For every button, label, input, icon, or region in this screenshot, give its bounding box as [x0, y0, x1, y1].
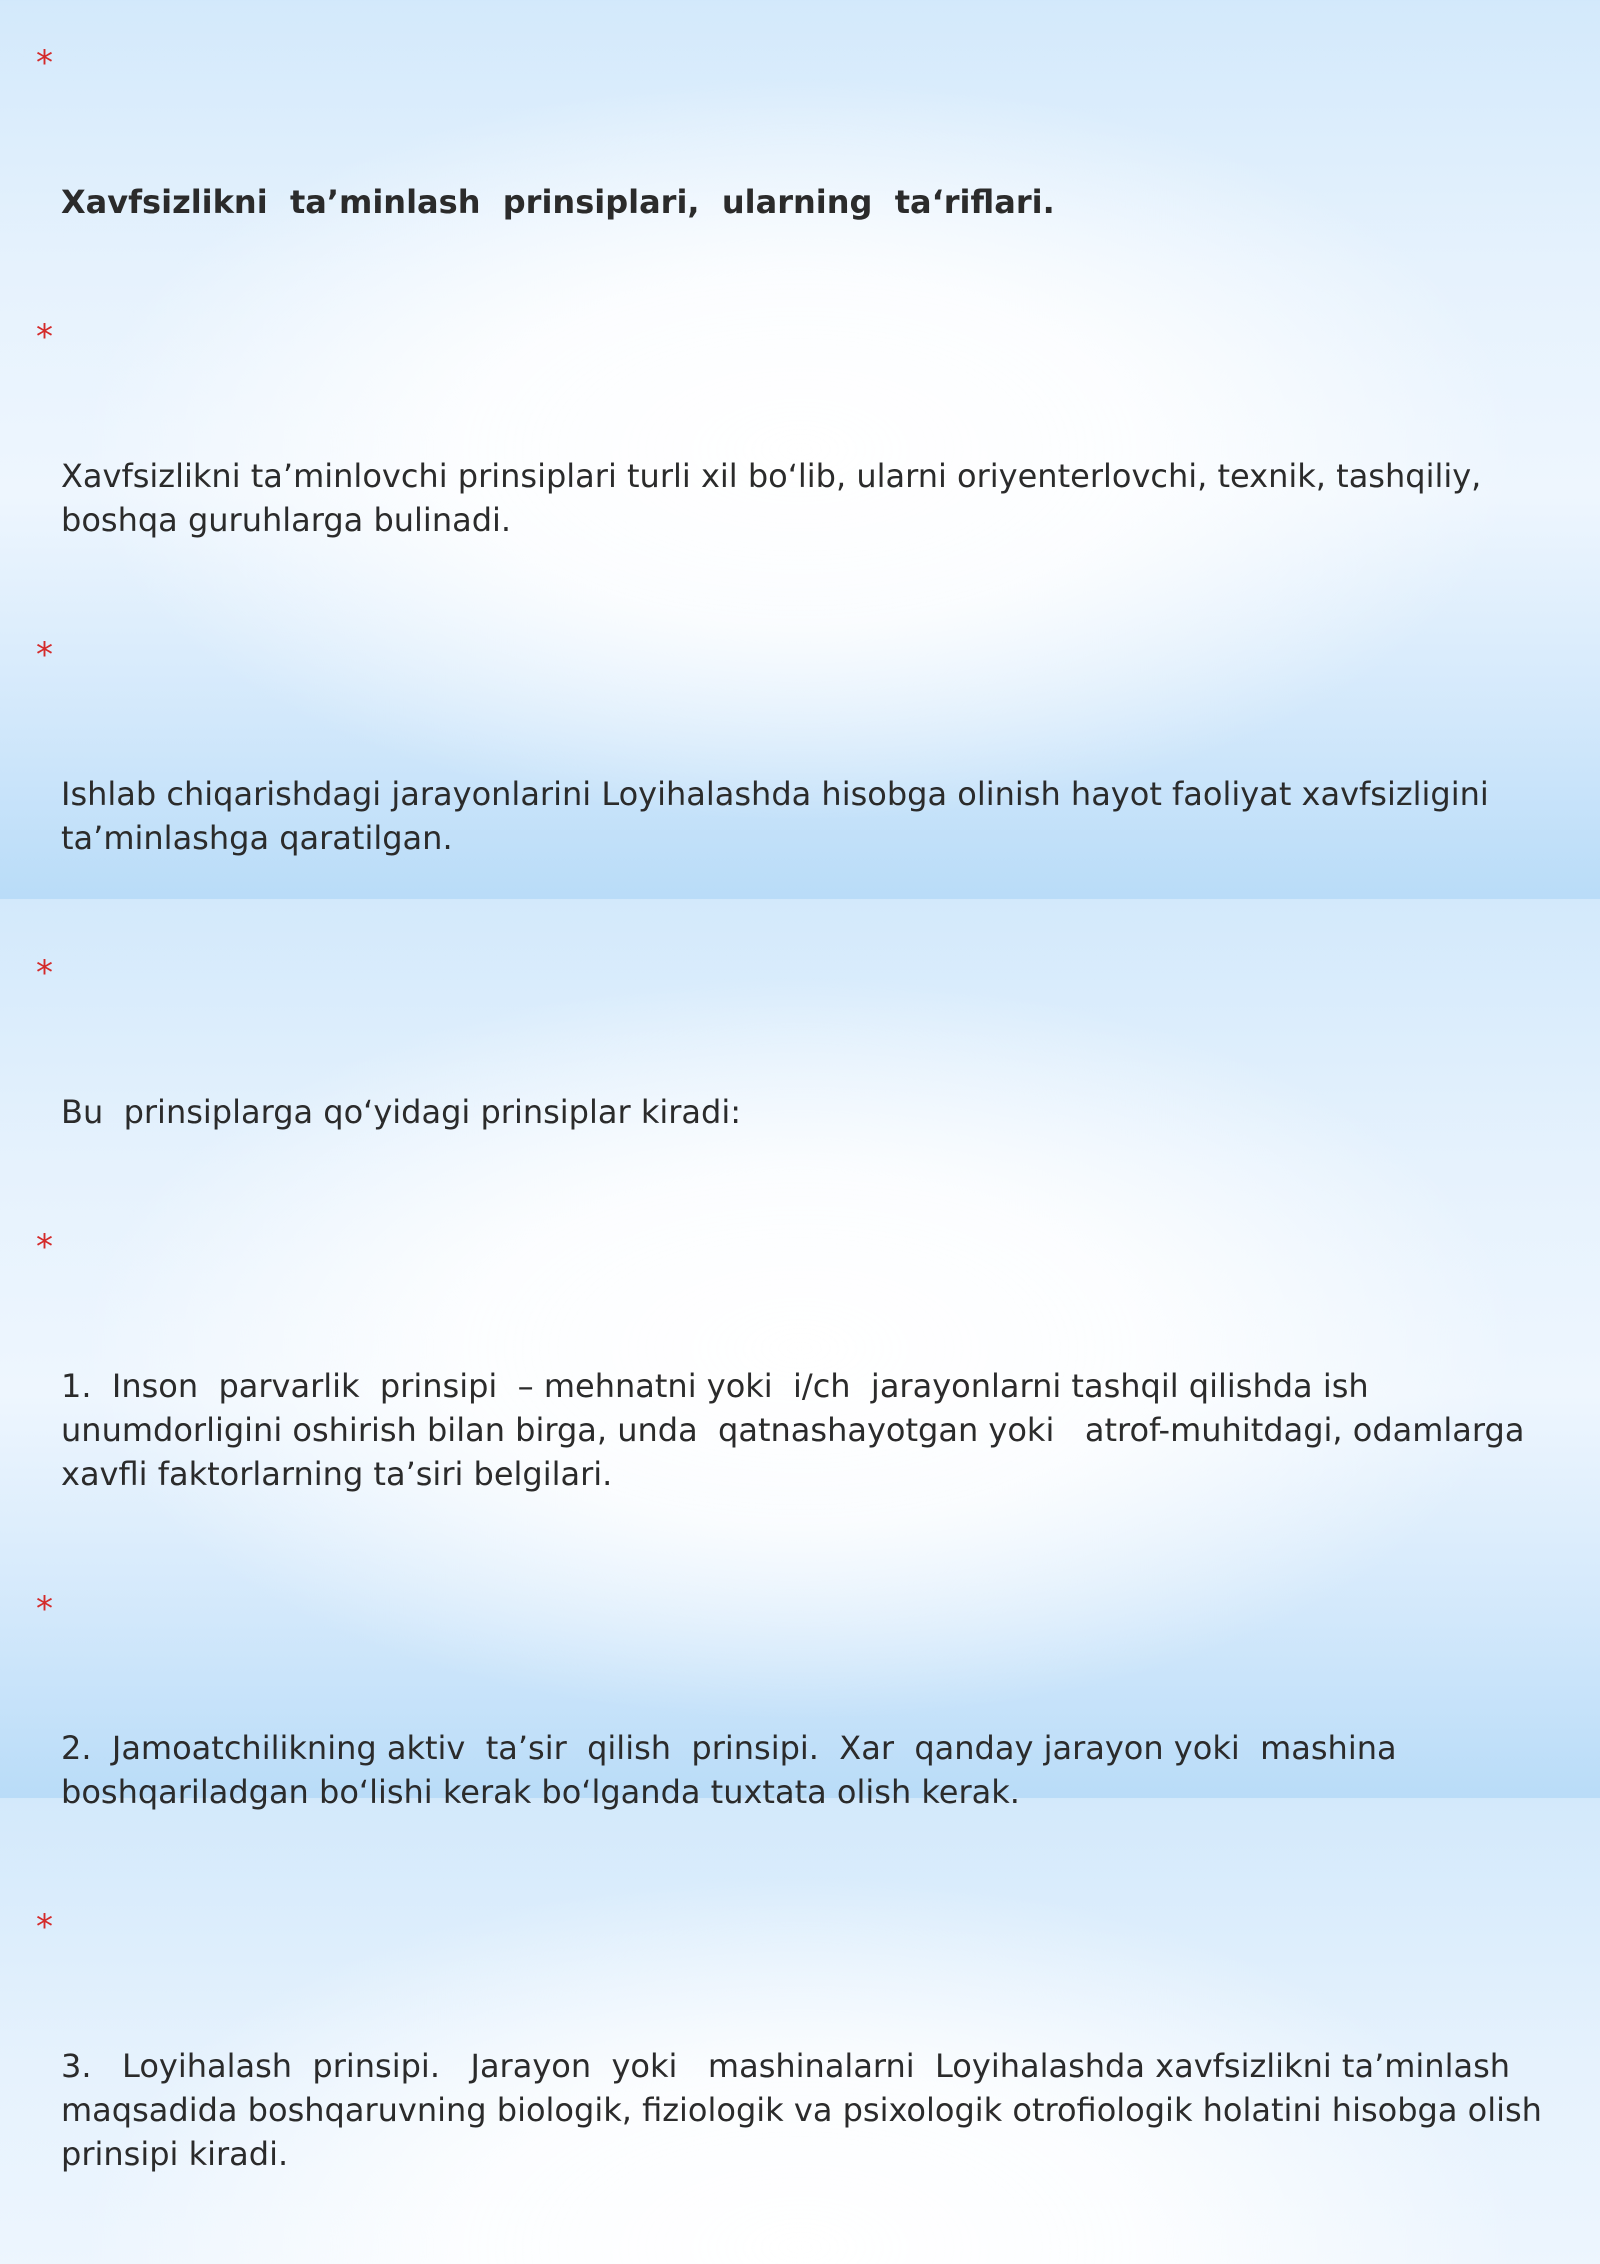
asterisk-bullet-icon: *	[36, 1907, 53, 1947]
bullet-item	[36, 1227, 1560, 1584]
bullet-item	[36, 635, 1560, 948]
asterisk-bullet-icon: *	[36, 635, 53, 675]
asterisk-bullet-icon: *	[36, 317, 53, 357]
bullet-item	[36, 1907, 1560, 2264]
asterisk-bullet-icon: *	[36, 43, 53, 83]
asterisk-bullet-icon: *	[36, 1227, 53, 1267]
heading-text: Xavfsizlikni ta’minlash prinsiplari, ularning ta‘riflari.	[61, 183, 1055, 221]
bullet-item	[36, 1589, 1560, 1902]
bullet-text: 2. Jamoatchilikning aktiv ta’sir qilish prinsipi. Xar qanday jarayon yoki mashina boshqariladgan bo‘lishi kerak bo‘lganda tuxtata olish kerak.	[61, 1729, 1407, 1811]
asterisk-bullet-icon: *	[36, 1589, 53, 1629]
bullet-item-heading	[36, 43, 1560, 312]
bullet-text: 3. Loyihalash prinsipi. Jarayon yoki mashinalarni Loyihalashda xavfsizlikni ta’minlash maqsadida boshqaruvning biologik, fiziologik va psixologik otrofiologik holatini hisobga olish prinsipi kiradi.	[61, 2047, 1553, 2173]
bullet-list	[36, 43, 1560, 2264]
bullet-text: Xavfsizlikni ta’minlovchi prinsiplari turli xil bo‘lib, ularni oriyenterlovchi, texnik, tashqiliy, boshqa guruhlarga bulinadi.	[61, 457, 1492, 539]
bullet-item	[36, 317, 1560, 630]
bullet-item	[36, 953, 1560, 1222]
bullet-text: Ishlab chiqarishdagi jarayonlarini Loyihalashda hisobga olinish hayot faoliyat xavfsizligini ta’minlashga qaratilgan.	[61, 775, 1499, 857]
bullet-text: 1. Inson parvarlik prinsipi – mehnatni yoki i/ch jarayonlarni tashqil qilishda ish unumdorligini oshirish bilan birga, unda qatnashayotgan yoki atrof-muhitdagi, odamlarga xavfli faktorlarning ta’siri belgilari.	[61, 1367, 1545, 1493]
bullet-text: Bu prinsiplarga qo‘yidagi prinsiplar kiradi:	[61, 1093, 741, 1131]
asterisk-bullet-icon: *	[36, 953, 53, 993]
